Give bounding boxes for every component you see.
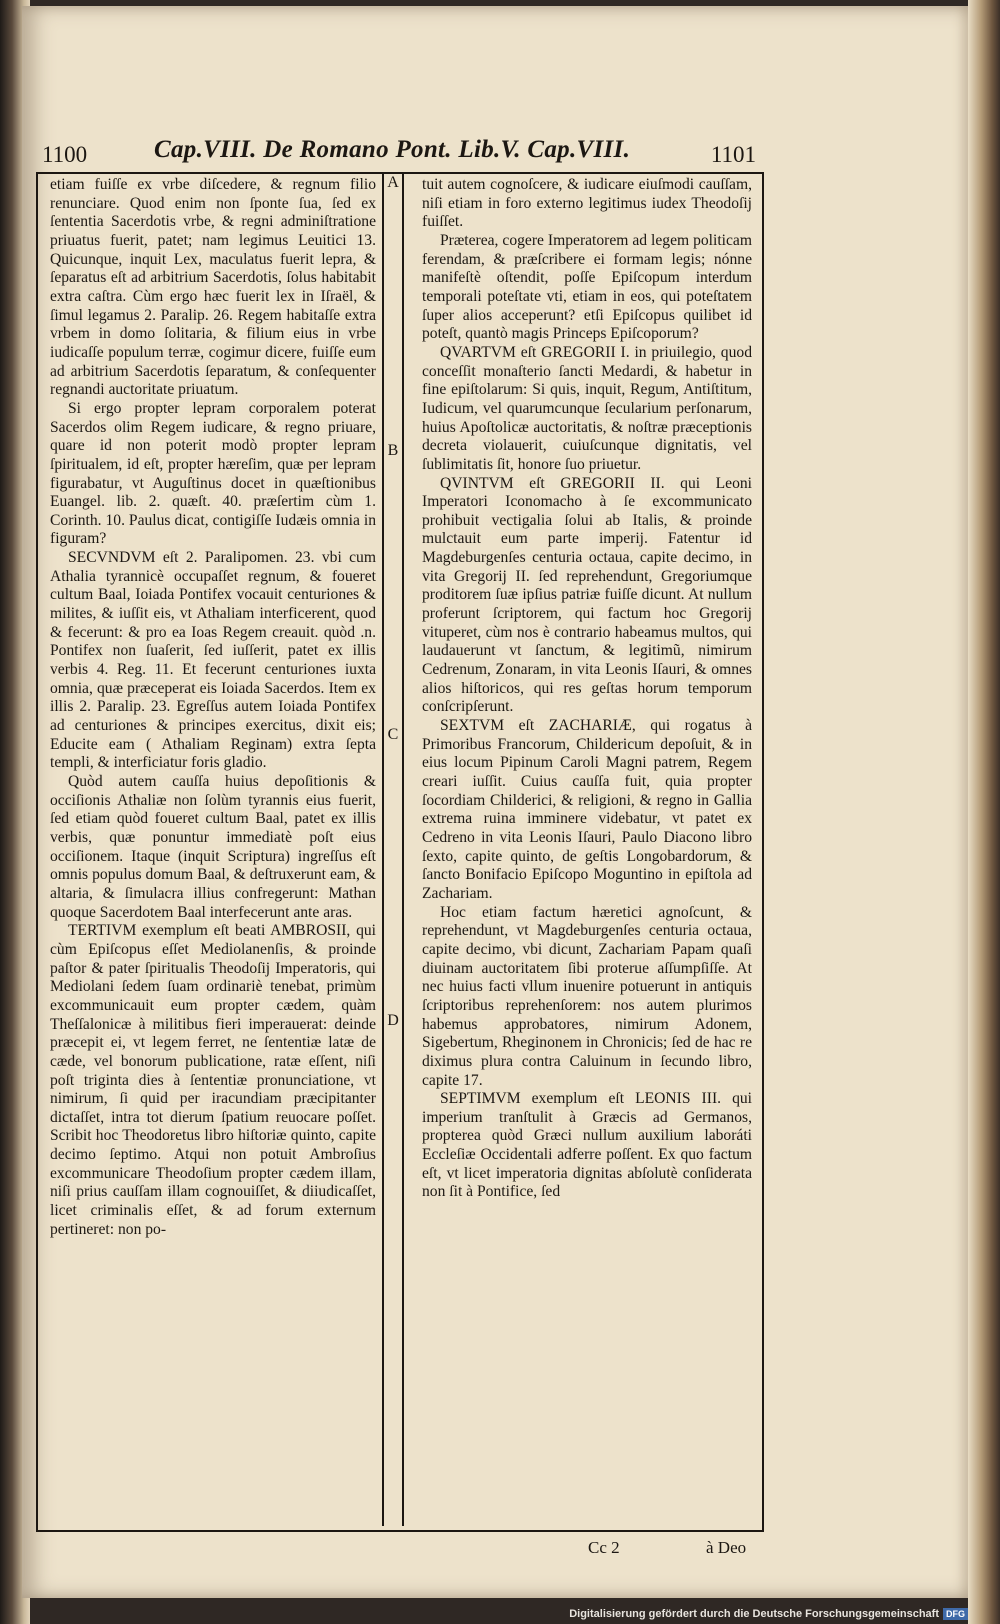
paragraph: SECVNDVM eſt 2. Paralipomen. 23. vbi cum Athalia tyrannicè occupaſſet regnum, & foueret cultum Baal, Ioiada Pontifex vocauit centuriones & milites, & iuſſit eis, vt Athaliam interficerent, quod & fecerunt: & pro ea Ioas Regem creauit. quòd .n. Pontifex non ſuaſerit, ſed iuſſerit, patet ex illis verbis 4. Reg. 11. Et fecerunt centuriones iuxta omnia, quæ præceperat eis Ioiada Sacerdos. Item ex illis 2. Paralip. 23. Egreſſus autem Ioiada Pontifex ad centuriones & principes exercitus, dixit eis; Educite eam ( Athaliam Reginam) extra ſepta templi, & interficiatur foris gladio. — [50, 549, 376, 772]
page-stack-edge — [968, 0, 1000, 1624]
paragraph: tuit autem cognoſcere, & iudicare eiuſmodi cauſſam, niſi etiam in foro externo legitimus iudex Theodoſij fuiſſet. — [422, 176, 752, 231]
margin-marker-b: B — [387, 442, 399, 459]
column-rule-right — [402, 174, 404, 1526]
signature-mark: Cc 2 — [588, 1538, 620, 1557]
column-rule-left — [382, 174, 384, 1526]
paragraph: Si ergo propter lepram corporalem poterat Sacerdos olim Regem iudicare, & regno priuare, quare id non poterit modò propter lepram ſpiritualem, id eſt, propter hæreſim, quæ per lepram figurabatur, vt Auguſtinus docet in quæſtionibus Euangel. lib. 2. quæſt. 40. præſertim cùm 1. Corinth. 10. Paulus dicat, contigiſſe Iudæis omnia in figuram? — [50, 399, 376, 548]
paragraph: Quòd autem cauſſa huius depoſitionis & occiſionis Athaliæ non ſolùm tyrannis eius fuerit, ſed etiam quòd foueret cultum Baal, patet ex illis verbis, quæ ponuntur immediatè poſt eius occiſionem. Itaque (inquit Scriptura) ingreſſus eſt omnis populus domum Baal, & deſtruxerunt eam, & altaria, & ſimulacra illius confregerunt: Mathan quoque Sacerdotem Baal interfecerunt ante aras. — [50, 773, 376, 921]
left-page-number: 1100 — [42, 142, 88, 167]
paragraph: TERTIVM exemplum eſt beati AMBROSII, qui cùm Epiſcopus eſſet Mediolanenſis, & proinde paſtor & pater ſpiritualis Theodoſij Imperatoris, qui Mediolani ſedem ſuam ordinariè tenebat, primùm excommunicauit eum propter cædem, quàm Theſſalonicæ à militibus fieri imperauerat: deinde præcepit ei, vt legem ferret, ne ſententiæ latæ de cæde, vel bonorum publicatione, ratæ eſſent, niſi poſt triginta dies à ſententiæ pronunciatione, vt nimirum, ſi quid per iracundiam præcipitanter dictaſſet, intra tot dierum ſpatium reuocare poſſet. Scribit hoc Theodoretus libro hiſtoriæ quinto, capite decimo ſeptimo. Atqui non potuit Ambroſius excommunicare Theodoſium propter cædem illam, niſi prius cauſſam illam cognouiſſet, & diiudicaſſet, licet criminalis eſſet, & ad forum externum pertineret: non po- — [50, 922, 376, 1238]
paragraph: Præterea, cogere Imperatorem ad legem politicam ferendam, & præſcribere ei formam legis; nónne manifeſtè oſtendit, poſſe Epiſcopum interdum temporali poteſtate vti, etiam in eos, qui poteſtatem ſuper alios acceperunt? etſi Epiſcopus quilibet id poteſt, quantò magis Princeps Epiſcoporum? — [422, 231, 752, 343]
credit-text: Digitalisierung gefördert durch die Deutsche Forschungsgemeinschaft — [569, 1608, 939, 1620]
paragraph: etiam fuiſſe ex vrbe diſcedere, & regnum filio renunciare. Quod enim non ſponte ſua, ſed ex ſententia Sacerdotis vrbe, & regni adminiſtratione priuatus fuerit, patet; nam legimus Leuitici 13. Quicunque, inquit Lex, maculatus fuerit lepra, & ſeparatus eſt ad arbitrium Sacerdotis, ſolus habitabit extra caſtra. Cùm ergo hæc fuerit lex in Iſraël, & ſimul legamus 2. Paralip. 26. Regem habitaſſe extra vrbem in domo ſolitaria, & filium eius in vrbe iudicaſſe populum terræ, cogimur dicere, fuiſſe eum ad arbitrium Sacerdotis ſeparatum, & conſequenter regnandi auctoritate priuatum. — [50, 176, 376, 399]
paragraph: SEXTVM eſt ZACHARIÆ, qui rogatus à Primoribus Francorum, Childericum depoſuit, & in eius locum Pipinum Caroli Magni patrem, Regem creari iuſſit. Cuius cauſſa fuit, quia propter ſocordiam Childerici, & religioni, & regno in Gallia extrema ruina imminere videbatur, vt patet ex Cedreno in vita Leonis Iſauri, Paulo Diacono libro ſexto, capite quinto, de geſtis Longobardorum, & ſancto Bonifacio Epiſcopo Moguntino in epiſtola ad Zachariam. — [422, 717, 752, 902]
right-page-number: 1101 — [710, 142, 756, 167]
running-head — [42, 136, 758, 176]
dfg-logo-icon: DFG — [943, 1608, 968, 1620]
digitization-credit — [569, 1608, 968, 1620]
paragraph: Hoc etiam factum hæretici agnoſcunt, & reprehendunt, vt Magdeburgenſes centuria octaua, capite decimo, vbi dicunt, Zachariam Papam quaſi diuinam auctoritatem ſibi proterue aſſumpſiſſe. At nec huius facti vllum inuenire potuerunt in antiquis ſcriptoribus reprehenſorem: nos autem plurimos habemus approbatores, nimirum Adonem, Sigebertum, Rheginonem in Chronicis; ſed de hac re diximus plura contra Caluinum in ſecundo libro, capite 17. — [422, 903, 752, 1089]
left-column — [50, 176, 376, 1522]
margin-marker-c: C — [387, 726, 399, 743]
right-column — [422, 176, 752, 1522]
text-frame — [36, 172, 764, 1532]
running-title: Cap.VIII. De Romano Pont. Lib.V. Cap.VIII. — [154, 136, 631, 163]
catchword: à Deo — [706, 1538, 747, 1557]
margin-marker-a: A — [387, 174, 399, 191]
margin-marker-d: D — [387, 1012, 399, 1029]
paragraph: QVARTVM eſt GREGORII I. in priuilegio, quod conceſſit monaſterio ſancti Medardi, & habetur in fine epiſtolarum: Si quis, inquit, Regum, Antiſtitum, Iudicum, vel quarumcunque ſecularium perſonarum, huius Apoſtolicæ auctoritatis, & noſtræ præceptionis decreta violauerit, cuiuſcunque dignitatis, vel ſublimitatis ſit, honore ſuo priuetur. — [422, 343, 752, 473]
paragraph: QVINTVM eſt GREGORII II. qui Leoni Imperatori Iconomacho à ſe excommunicato prohibuit vectigalia ſolui ab Italis, & proinde mulctauit eum parte imperij. Fatentur id Magdeburgenſes centuria octaua, capite decimo, in vita Gregorij II. ſed reprehendunt, Gregoriumque proditorem ſuæ ipſius patriæ fuiſſe dicunt. At nullum proferunt ſcriptorem, qui factum hoc Gregorij vituperet, cùm nos è contrario habeamus multos, qui laudauerunt vt ſanctum, & legitimũ, nimirum Cedrenum, Zonaram, in vita Leonis Iſauri, & omnes alios hiſtoricos, qui res geſtas horum temporum conſcripſerunt. — [422, 474, 752, 716]
paragraph: SEPTIMVM exemplum eſt LEONIS III. qui imperium tranſtulit à Græcis ad Germanos, propterea quòd Græci nullum auxilium laboráti Eccleſiæ Occidentali adferre poſſent. Ex quo factum eſt, vt licet imperatoria dignitas abſolutè conſiderata non ſit à Pontifice, ſed — [422, 1090, 752, 1201]
